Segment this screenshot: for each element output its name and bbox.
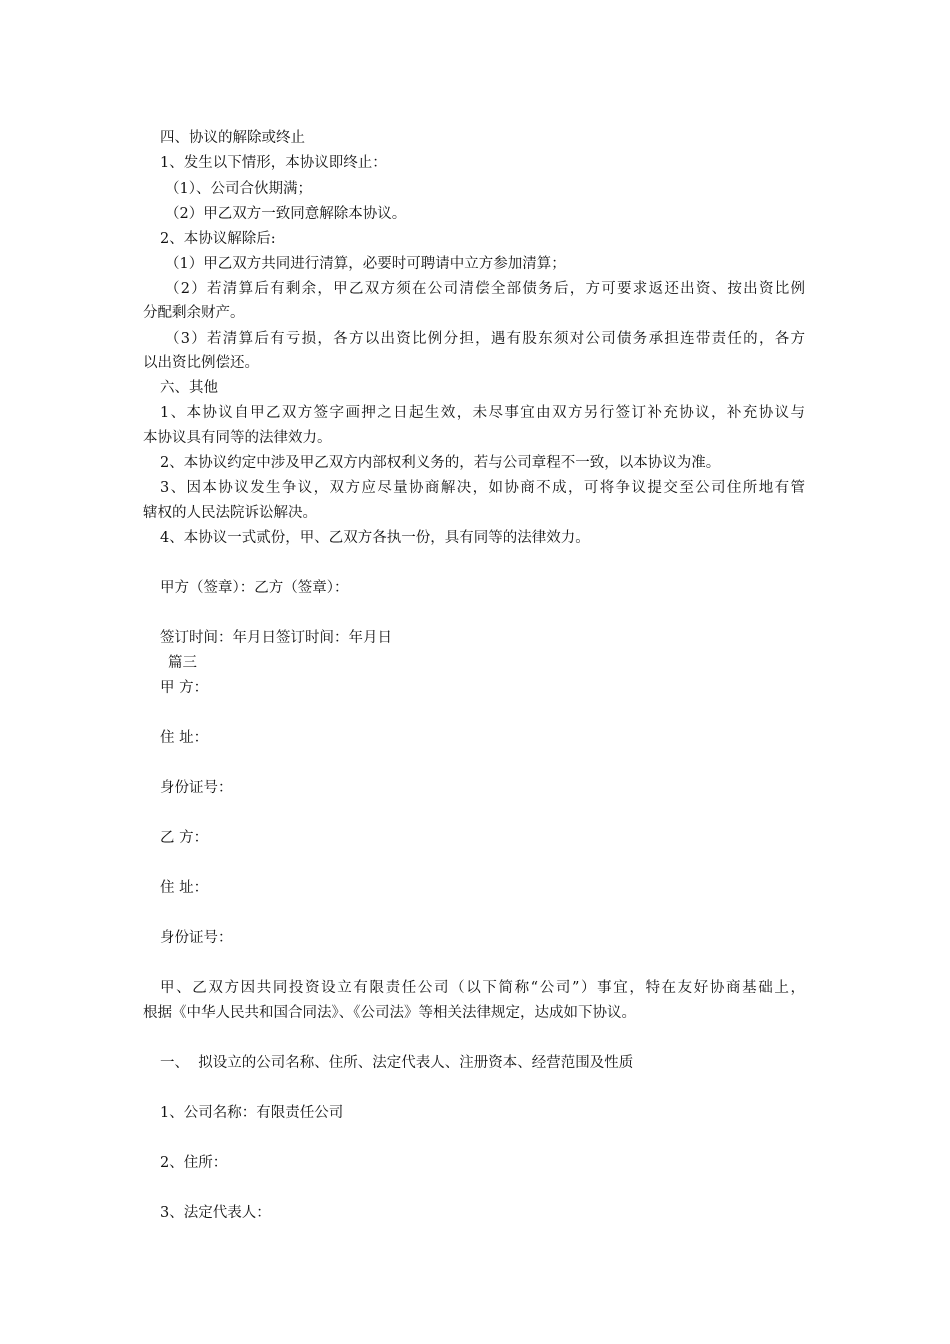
paragraph-continuation: 辖权的人民法院诉讼解决。: [143, 505, 317, 521]
section-heading: 四、协议的解除或终止: [160, 130, 305, 146]
signature-line: 甲方（签章）：乙方（签章）：: [160, 580, 349, 596]
paragraph: 1、发生以下情形，本协议即终止：: [160, 155, 387, 171]
paragraph: （3）若清算后有亏损，各方以出资比例分担，遇有股东须对公司债务承担连带责任的，各方: [165, 331, 805, 347]
party-a-address-label: 住 址：: [160, 730, 209, 746]
section-heading: 六、其他: [160, 380, 218, 396]
part-title: 篇三: [168, 655, 197, 671]
signing-date-line: 签订时间：年月日签订时间：年月日: [160, 630, 392, 646]
paragraph: （1）、公司合伙期满；: [165, 181, 312, 197]
paragraph: （1）甲乙双方共同进行清算，必要时可聘请中立方参加清算；: [165, 256, 566, 272]
party-b-label: 乙 方：: [160, 830, 209, 846]
legal-representative-line: 3、法定代表人：: [160, 1205, 271, 1221]
paragraph-continuation: 根据《中华人民共和国合同法》、《公司法》等相关法律规定，达成如下协议。: [143, 1005, 636, 1021]
paragraph: 2、本协议约定中涉及甲乙双方内部权利义务的，若与公司章程不一致，以本协议为准。: [160, 455, 721, 471]
company-name-line: 1、公司名称：有限责任公司: [160, 1105, 344, 1121]
paragraph: 4、本协议一式贰份，甲、乙双方各执一份，具有同等的法律效力。: [160, 530, 590, 546]
paragraph-continuation: 分配剩余财产。: [143, 305, 245, 321]
party-a-label: 甲 方：: [160, 680, 209, 696]
paragraph: 3、因本协议发生争议，双方应尽量协商解决，如协商不成，可将争议提交至公司住所地有管: [160, 480, 805, 496]
party-b-address-label: 住 址：: [160, 880, 209, 896]
paragraph: 甲、乙双方因共同投资设立有限责任公司（以下简称“公司”）事宜，特在友好协商基础上，: [160, 980, 805, 996]
paragraph: 1、本协议自甲乙双方签字画押之日起生效，未尽事宜由双方另行签订补充协议，补充协议与: [160, 405, 805, 421]
paragraph: （2）甲乙双方一致同意解除本协议。: [165, 206, 407, 222]
section-heading: 一、 拟设立的公司名称、住所、法定代表人、注册资本、经营范围及性质: [160, 1055, 634, 1071]
address-line: 2、住所：: [160, 1155, 228, 1171]
paragraph-continuation: 本协议具有同等的法律效力。: [143, 430, 332, 446]
paragraph: 2、本协议解除后:: [160, 231, 276, 247]
party-a-id-label: 身份证号：: [160, 780, 233, 796]
paragraph-continuation: 以出资比例偿还。: [143, 355, 259, 371]
party-b-id-label: 身份证号：: [160, 930, 233, 946]
paragraph: （2）若清算后有剩余，甲乙双方须在公司清偿全部债务后，方可要求返还出资、按出资比例: [165, 281, 805, 297]
